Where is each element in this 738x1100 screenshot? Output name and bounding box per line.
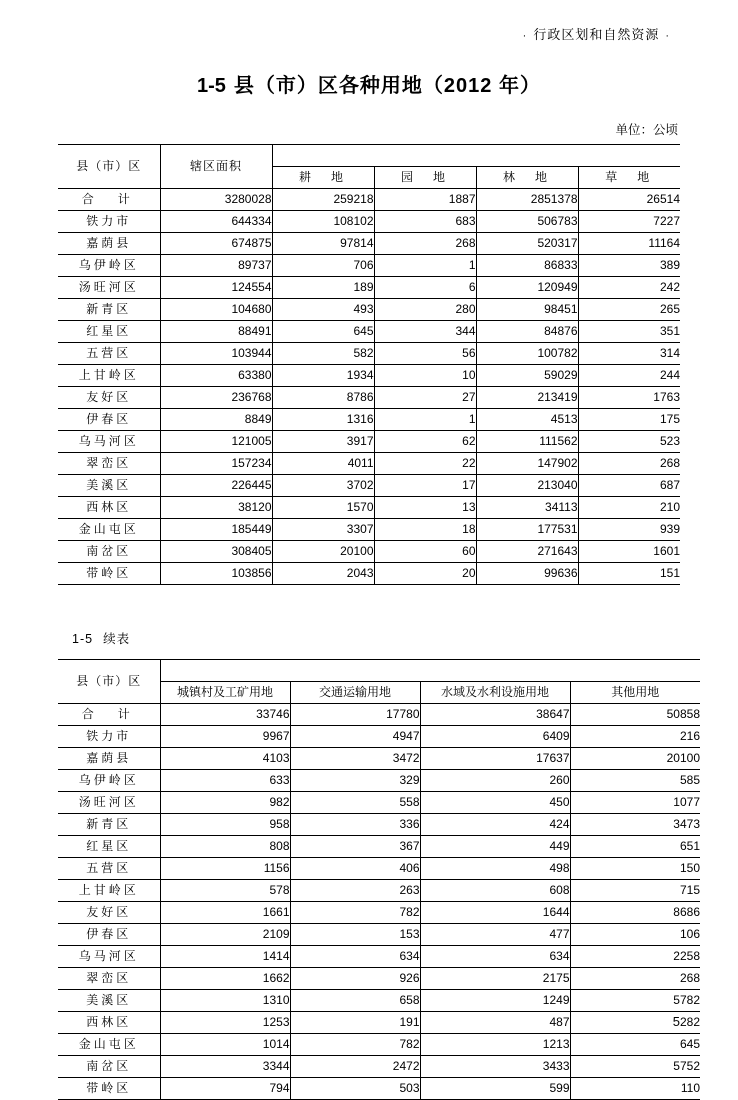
cell-cultivated: 645 — [272, 321, 374, 343]
cell-garden: 18 — [374, 519, 476, 541]
header-col-forest: 林 地 — [476, 167, 578, 189]
cell-water: 477 — [420, 924, 570, 946]
row-label: 美溪区 — [58, 990, 160, 1012]
cell-transport: 4947 — [290, 726, 420, 748]
cell-area: 8849 — [160, 409, 272, 431]
running-head — [58, 0, 680, 43]
header-region: 县（市）区 — [58, 145, 160, 189]
table-row — [58, 1034, 700, 1056]
running-head-text: 行政区划和自然资源 — [533, 27, 660, 42]
cell-cultivated: 2043 — [272, 563, 374, 585]
table-row — [58, 475, 680, 497]
row-label: 带岭区 — [58, 563, 160, 585]
cell-urban-industrial: 1014 — [160, 1034, 290, 1056]
cell-water: 1644 — [420, 902, 570, 924]
cell-transport: 634 — [290, 946, 420, 968]
table-row — [58, 880, 700, 902]
cell-water: 424 — [420, 814, 570, 836]
row-label: 新青区 — [58, 814, 160, 836]
row-label: 铁力市 — [58, 726, 160, 748]
row-label: 乌马河区 — [58, 946, 160, 968]
cell-garden: 10 — [374, 365, 476, 387]
table-row — [58, 748, 700, 770]
header-spacer — [160, 660, 700, 682]
cell-urban-industrial: 9967 — [160, 726, 290, 748]
row-label: 嘉荫县 — [58, 233, 160, 255]
cell-urban-industrial: 578 — [160, 880, 290, 902]
cell-urban-industrial: 958 — [160, 814, 290, 836]
cell-forest: 59029 — [476, 365, 578, 387]
row-label: 上甘岭区 — [58, 880, 160, 902]
cell-water: 608 — [420, 880, 570, 902]
cell-forest: 177531 — [476, 519, 578, 541]
cell-other: 5782 — [570, 990, 700, 1012]
row-label: 伊春区 — [58, 409, 160, 431]
cell-forest: 86833 — [476, 255, 578, 277]
table-row — [58, 836, 700, 858]
row-label: 五营区 — [58, 858, 160, 880]
page-title — [58, 69, 680, 98]
cell-urban-industrial: 1662 — [160, 968, 290, 990]
cell-urban-industrial: 4103 — [160, 748, 290, 770]
header-col-other: 其他用地 — [570, 682, 700, 704]
cell-forest: 2851378 — [476, 189, 578, 211]
cell-other: 282 — [570, 1012, 700, 1034]
cell-area: 103944 — [160, 343, 272, 365]
cell-forest: 4513 — [476, 409, 578, 431]
cell-other: 150 — [570, 858, 700, 880]
table-row — [58, 858, 700, 880]
cell-grass: 389 — [578, 255, 680, 277]
bullet-icon: · — [665, 30, 670, 42]
cell-grass: 26514 — [578, 189, 680, 211]
cell-grass: 939 — [578, 519, 680, 541]
table-row — [58, 968, 700, 990]
cell-other: 50858 — [570, 704, 700, 726]
cell-transport: 406 — [290, 858, 420, 880]
cell-garden: 17 — [374, 475, 476, 497]
cell-garden: 1 — [374, 409, 476, 431]
cell-transport: 3472 — [290, 748, 420, 770]
cell-garden: 280 — [374, 299, 476, 321]
cell-transport: 926 — [290, 968, 420, 990]
cell-water: 498 — [420, 858, 570, 880]
cell-grass: 351 — [578, 321, 680, 343]
cell-garden: 56 — [374, 343, 476, 365]
cell-other: 216 — [570, 726, 700, 748]
header-spacer — [272, 145, 680, 167]
row-label: 乌马河区 — [58, 431, 160, 453]
cell-urban-industrial: 33746 — [160, 704, 290, 726]
cell-forest: 111562 — [476, 431, 578, 453]
table-row — [58, 541, 680, 563]
cell-water: 260 — [420, 770, 570, 792]
table-row — [58, 409, 680, 431]
title-number: 1-5 — [197, 75, 226, 97]
row-label: 翠峦区 — [58, 453, 160, 475]
row-label: 合 计 — [58, 189, 160, 211]
cell-urban-industrial: 1253 — [160, 1012, 290, 1034]
cell-garden: 1 — [374, 255, 476, 277]
cell-urban-industrial: 794 — [160, 1078, 290, 1100]
cell-cultivated: 3917 — [272, 431, 374, 453]
table-row — [58, 924, 700, 946]
table-row — [58, 946, 700, 968]
header-col-water: 水域及水利设施用地 — [420, 682, 570, 704]
table-row — [58, 431, 680, 453]
cell-urban-industrial: 982 — [160, 792, 290, 814]
cell-forest: 120949 — [476, 277, 578, 299]
row-label: 西林区 — [58, 1012, 160, 1034]
header-total-area: 辖区面积 — [160, 145, 272, 189]
row-label: 五营区 — [58, 343, 160, 365]
table-row — [58, 519, 680, 541]
cell-grass: 242 — [578, 277, 680, 299]
cell-grass: 523 — [578, 431, 680, 453]
cell-garden: 60 — [374, 541, 476, 563]
cell-cultivated: 1570 — [272, 497, 374, 519]
row-label: 友好区 — [58, 387, 160, 409]
cell-grass: 210 — [578, 497, 680, 519]
cell-area: 236768 — [160, 387, 272, 409]
cell-garden: 62 — [374, 431, 476, 453]
cell-area: 63380 — [160, 365, 272, 387]
row-label: 南岔区 — [58, 1056, 160, 1078]
cell-other: 715 — [570, 880, 700, 902]
table-header-row-1 — [58, 145, 680, 167]
cell-area: 88491 — [160, 321, 272, 343]
cell-grass: 175 — [578, 409, 680, 431]
cell-water: 6409 — [420, 726, 570, 748]
cell-cultivated: 108102 — [272, 211, 374, 233]
cell-urban-industrial: 1156 — [160, 858, 290, 880]
cell-water: 38647 — [420, 704, 570, 726]
continued-text: 续表 — [103, 632, 131, 646]
table-row — [58, 233, 680, 255]
cell-garden: 683 — [374, 211, 476, 233]
cell-forest: 98451 — [476, 299, 578, 321]
cell-forest: 99636 — [476, 563, 578, 585]
header-region: 县（市）区 — [58, 660, 160, 704]
cell-cultivated: 582 — [272, 343, 374, 365]
cell-other: 8686 — [570, 902, 700, 924]
table-row — [58, 189, 680, 211]
row-label: 美溪区 — [58, 475, 160, 497]
cell-transport: 336 — [290, 814, 420, 836]
cell-grass: 1763 — [578, 387, 680, 409]
cell-cultivated: 8786 — [272, 387, 374, 409]
cell-area: 3280028 — [160, 189, 272, 211]
row-label: 乌伊岭区 — [58, 770, 160, 792]
cell-other: 2258 — [570, 946, 700, 968]
land-use-table-1 — [58, 144, 680, 585]
cell-grass: 314 — [578, 343, 680, 365]
row-label: 翠峦区 — [58, 968, 160, 990]
cell-transport: 17780 — [290, 704, 420, 726]
cell-area: 157234 — [160, 453, 272, 475]
header-col-urban-industrial: 城镇村及工矿用地 — [160, 682, 290, 704]
row-label: 西林区 — [58, 497, 160, 519]
table-row — [58, 211, 680, 233]
cell-forest: 100782 — [476, 343, 578, 365]
row-label: 友好区 — [58, 902, 160, 924]
cell-garden: 1887 — [374, 189, 476, 211]
cell-transport: 782 — [290, 902, 420, 924]
cell-transport: 329 — [290, 770, 420, 792]
cell-water: 449 — [420, 836, 570, 858]
table-row — [58, 792, 700, 814]
cell-area: 674875 — [160, 233, 272, 255]
cell-transport: 503 — [290, 1078, 420, 1100]
cell-other: 651 — [570, 836, 700, 858]
cell-urban-industrial: 808 — [160, 836, 290, 858]
cell-urban-industrial: 633 — [160, 770, 290, 792]
row-label: 嘉荫县 — [58, 748, 160, 770]
table-row — [58, 814, 700, 836]
cell-grass: 1601 — [578, 541, 680, 563]
row-label: 铁力市 — [58, 211, 160, 233]
cell-forest: 147902 — [476, 453, 578, 475]
row-label: 南岔区 — [58, 541, 160, 563]
table-row — [58, 1078, 700, 1100]
title-text: 县（市）区各种用地（2012 年） — [233, 75, 541, 97]
cell-transport: 2472 — [290, 1056, 420, 1078]
cell-area: 644334 — [160, 211, 272, 233]
cell-area: 38120 — [160, 497, 272, 519]
row-label: 新青区 — [58, 299, 160, 321]
cell-transport: 558 — [290, 792, 420, 814]
cell-grass: 687 — [578, 475, 680, 497]
cell-area: 104680 — [160, 299, 272, 321]
table-row — [58, 1056, 700, 1078]
table-row — [58, 563, 680, 585]
cell-cultivated: 20100 — [272, 541, 374, 563]
row-label: 伊春区 — [58, 924, 160, 946]
cell-cultivated: 1934 — [272, 365, 374, 387]
row-label: 红星区 — [58, 836, 160, 858]
bullet-icon: · — [522, 30, 528, 42]
cell-garden: 268 — [374, 233, 476, 255]
cell-grass: 244 — [578, 365, 680, 387]
cell-cultivated: 493 — [272, 299, 374, 321]
cell-other: 645 — [570, 1034, 700, 1056]
row-label: 汤旺河区 — [58, 792, 160, 814]
table-row — [58, 1012, 700, 1034]
table-row — [58, 453, 680, 475]
cell-other: 1077 — [570, 792, 700, 814]
cell-area: 226445 — [160, 475, 272, 497]
cell-garden: 20 — [374, 563, 476, 585]
cell-urban-industrial: 1414 — [160, 946, 290, 968]
table-row — [58, 770, 700, 792]
cell-cultivated: 4011 — [272, 453, 374, 475]
cell-forest: 84876 — [476, 321, 578, 343]
cell-cultivated: 259218 — [272, 189, 374, 211]
cell-forest: 271643 — [476, 541, 578, 563]
cell-transport: 191 — [290, 1012, 420, 1034]
continued-table-label — [58, 629, 680, 647]
cell-garden: 22 — [374, 453, 476, 475]
cell-forest: 213419 — [476, 387, 578, 409]
cell-other: 585 — [570, 770, 700, 792]
cell-area: 308405 — [160, 541, 272, 563]
cell-grass: 265 — [578, 299, 680, 321]
cell-forest: 213040 — [476, 475, 578, 497]
cell-grass: 268 — [578, 453, 680, 475]
table-row — [58, 255, 680, 277]
cell-water: 487 — [420, 1012, 570, 1034]
row-label: 带岭区 — [58, 1078, 160, 1100]
cell-area: 121005 — [160, 431, 272, 453]
cell-water: 2175 — [420, 968, 570, 990]
cell-cultivated: 189 — [272, 277, 374, 299]
cell-garden: 344 — [374, 321, 476, 343]
cell-other: 110 — [570, 1078, 700, 1100]
cell-water: 1213 — [420, 1034, 570, 1056]
table-row — [58, 321, 680, 343]
page-number: 5 — [672, 1014, 680, 1029]
cell-area: 185449 — [160, 519, 272, 541]
table-row — [58, 497, 680, 519]
cell-grass: 11164 — [578, 233, 680, 255]
cell-garden: 13 — [374, 497, 476, 519]
header-col-garden: 园 地 — [374, 167, 476, 189]
cell-area: 124554 — [160, 277, 272, 299]
cell-forest: 34113 — [476, 497, 578, 519]
unit-note: 单位：公顷 — [615, 123, 678, 137]
table-row — [58, 343, 680, 365]
cell-water: 3433 — [420, 1056, 570, 1078]
row-label: 红星区 — [58, 321, 160, 343]
table2-header-row-1 — [58, 660, 700, 682]
header-col-grass: 草 地 — [578, 167, 680, 189]
row-label: 上甘岭区 — [58, 365, 160, 387]
cell-transport: 153 — [290, 924, 420, 946]
cell-cultivated: 1316 — [272, 409, 374, 431]
table-row — [58, 726, 700, 748]
cell-grass: 7227 — [578, 211, 680, 233]
cell-other: 106 — [570, 924, 700, 946]
cell-water: 17637 — [420, 748, 570, 770]
cell-water: 450 — [420, 792, 570, 814]
cell-garden: 6 — [374, 277, 476, 299]
cell-water: 634 — [420, 946, 570, 968]
cell-water: 599 — [420, 1078, 570, 1100]
cell-urban-industrial: 1310 — [160, 990, 290, 1012]
cell-transport: 367 — [290, 836, 420, 858]
cell-area: 103856 — [160, 563, 272, 585]
cell-transport: 658 — [290, 990, 420, 1012]
row-label: 合 计 — [58, 704, 160, 726]
table-row — [58, 277, 680, 299]
cell-area: 89737 — [160, 255, 272, 277]
cell-forest: 506783 — [476, 211, 578, 233]
land-use-table-2 — [58, 659, 700, 1100]
cell-cultivated: 97814 — [272, 233, 374, 255]
cell-cultivated: 706 — [272, 255, 374, 277]
header-col-cultivated: 耕 地 — [272, 167, 374, 189]
row-label: 汤旺河区 — [58, 277, 160, 299]
cell-garden: 27 — [374, 387, 476, 409]
cell-other: 5752 — [570, 1056, 700, 1078]
cell-urban-industrial: 3344 — [160, 1056, 290, 1078]
row-label: 乌伊岭区 — [58, 255, 160, 277]
table-row — [58, 704, 700, 726]
table-row — [58, 299, 680, 321]
table-row — [58, 990, 700, 1012]
cell-transport: 263 — [290, 880, 420, 902]
cell-other: 3473 — [570, 814, 700, 836]
cell-cultivated: 3702 — [272, 475, 374, 497]
cell-transport: 782 — [290, 1034, 420, 1056]
cell-urban-industrial: 1661 — [160, 902, 290, 924]
cell-forest: 520317 — [476, 233, 578, 255]
continued-number: 1-5 — [72, 632, 94, 646]
row-label: 金山屯区 — [58, 519, 160, 541]
cell-other: 268 — [570, 968, 700, 990]
table-row — [58, 387, 680, 409]
header-col-transport: 交通运输用地 — [290, 682, 420, 704]
row-label: 金山屯区 — [58, 1034, 160, 1056]
table-row — [58, 365, 680, 387]
table-row — [58, 902, 700, 924]
cell-cultivated: 3307 — [272, 519, 374, 541]
cell-water: 1249 — [420, 990, 570, 1012]
cell-urban-industrial: 2109 — [160, 924, 290, 946]
cell-other: 20100 — [570, 748, 700, 770]
cell-grass: 151 — [578, 563, 680, 585]
